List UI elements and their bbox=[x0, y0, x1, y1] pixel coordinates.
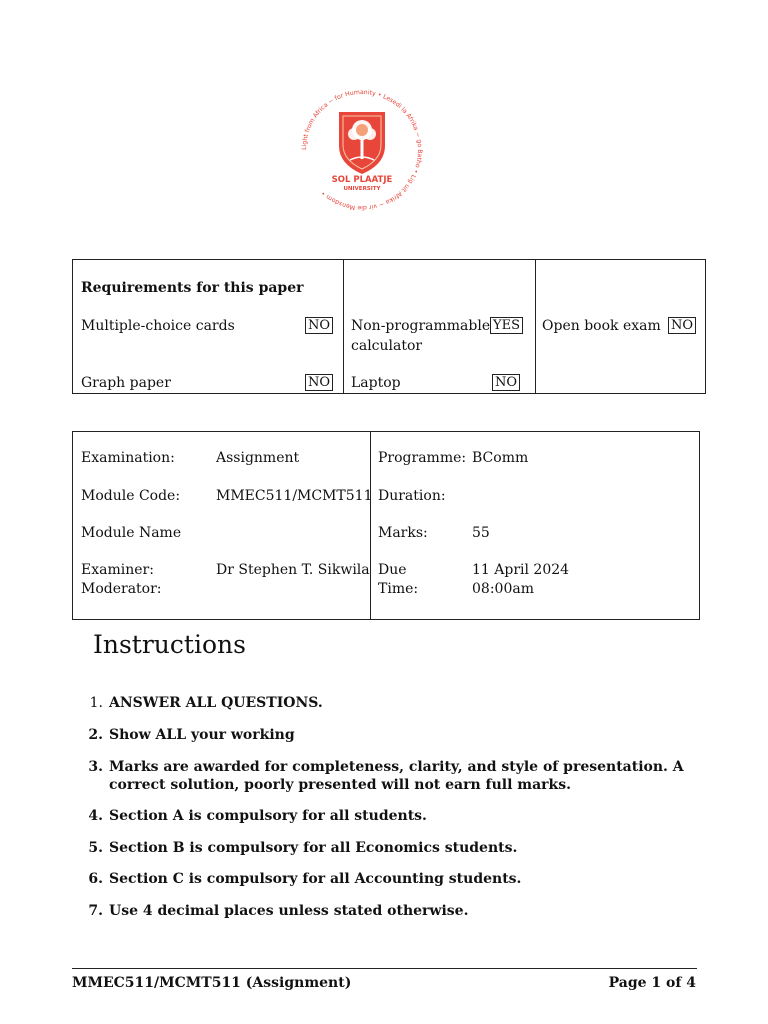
instructions-list bbox=[72, 694, 702, 920]
list-item-number: 5. bbox=[88, 840, 103, 856]
list-item bbox=[72, 839, 702, 857]
list-item-text: Show ALL your working bbox=[109, 727, 295, 743]
list-item-number: 2. bbox=[88, 727, 103, 743]
list-item-text: Marks are awarded for completeness, clarity, and style of presentation. A correct solution, poorly presented will not earn full marks. bbox=[109, 759, 684, 793]
page-number: Page 1 of 4 bbox=[608, 975, 696, 991]
university-logo bbox=[296, 84, 428, 216]
list-item-number: 3. bbox=[88, 759, 103, 775]
programme-label: Programme: bbox=[378, 450, 467, 466]
marks-label: Marks: bbox=[378, 525, 428, 541]
requirements-title: Requirements for this paper bbox=[81, 280, 304, 296]
duration-label: Duration: bbox=[378, 488, 446, 504]
table-divider bbox=[370, 432, 371, 619]
programme-value: BComm bbox=[472, 450, 529, 466]
list-item-number: 1. bbox=[89, 695, 103, 711]
list-item bbox=[72, 694, 702, 712]
list-item bbox=[72, 807, 702, 825]
marks-value: 55 bbox=[472, 525, 490, 541]
table-divider bbox=[535, 260, 536, 393]
examiner-label: Examiner: bbox=[81, 562, 154, 578]
module-code-value: MMEC511/MCMT511 bbox=[216, 488, 373, 504]
laptop-value: NO bbox=[492, 374, 520, 391]
calculator-label bbox=[351, 317, 490, 355]
time-value: 08:00am bbox=[472, 581, 534, 597]
table-divider bbox=[343, 260, 344, 393]
time-label: Time: bbox=[378, 581, 419, 597]
list-item-text: Section B is compulsory for all Economics students. bbox=[109, 840, 518, 856]
list-item-number: 4. bbox=[88, 808, 103, 824]
open-book-label: Open book exam bbox=[542, 318, 661, 334]
list-item-number: 6. bbox=[88, 871, 103, 887]
logo-name-line2: UNIVERSITY bbox=[343, 186, 381, 192]
laptop-label: Laptop bbox=[351, 375, 401, 391]
module-name-label: Module Name bbox=[81, 525, 182, 541]
calculator-value: YES bbox=[490, 317, 523, 334]
calculator-label-line2: calculator bbox=[351, 338, 423, 354]
multiple-choice-value: NO bbox=[305, 317, 333, 334]
graph-paper-value: NO bbox=[305, 374, 333, 391]
list-item-text: Section A is compulsory for all students. bbox=[109, 808, 427, 824]
due-value: 11 April 2024 bbox=[472, 562, 570, 578]
examination-label: Examination: bbox=[81, 450, 175, 466]
list-item bbox=[72, 902, 702, 920]
examination-value: Assignment bbox=[216, 450, 300, 466]
examiner-value: Dr Stephen T. Sikwila bbox=[216, 562, 370, 578]
requirements-table bbox=[72, 259, 706, 394]
list-item-text: ANSWER ALL QUESTIONS. bbox=[109, 695, 323, 711]
list-item-text: Use 4 decimal places unless stated otherwise. bbox=[109, 903, 469, 919]
moderator-label: Moderator: bbox=[81, 581, 162, 597]
university-seal-icon bbox=[296, 84, 428, 216]
footer-module: MMEC511/MCMT511 (Assignment) bbox=[72, 975, 352, 991]
exam-details-table bbox=[72, 431, 700, 620]
list-item-number: 7. bbox=[88, 903, 103, 919]
module-code-label: Module Code: bbox=[81, 488, 181, 504]
due-label: Due bbox=[378, 562, 407, 578]
footer-rule bbox=[72, 968, 697, 969]
logo-ring-text: Light from Africa ~ for Humanity • Lesedi la Afrika ~ go Batho • Lig uit Afrika ~ vir die Mensdom • bbox=[300, 88, 424, 212]
instructions-heading: Instructions bbox=[93, 630, 246, 659]
graph-paper-label: Graph paper bbox=[81, 375, 171, 391]
open-book-value: NO bbox=[668, 317, 696, 334]
multiple-choice-label: Multiple-choice cards bbox=[81, 318, 235, 334]
calculator-label-line1: Non-programmable bbox=[351, 318, 491, 334]
logo-name-line1: SOL PLAATJE bbox=[331, 175, 393, 185]
list-item bbox=[72, 726, 702, 744]
list-item bbox=[72, 758, 702, 794]
list-item bbox=[72, 870, 702, 888]
list-item-text: Section C is compulsory for all Accounting students. bbox=[109, 871, 522, 887]
